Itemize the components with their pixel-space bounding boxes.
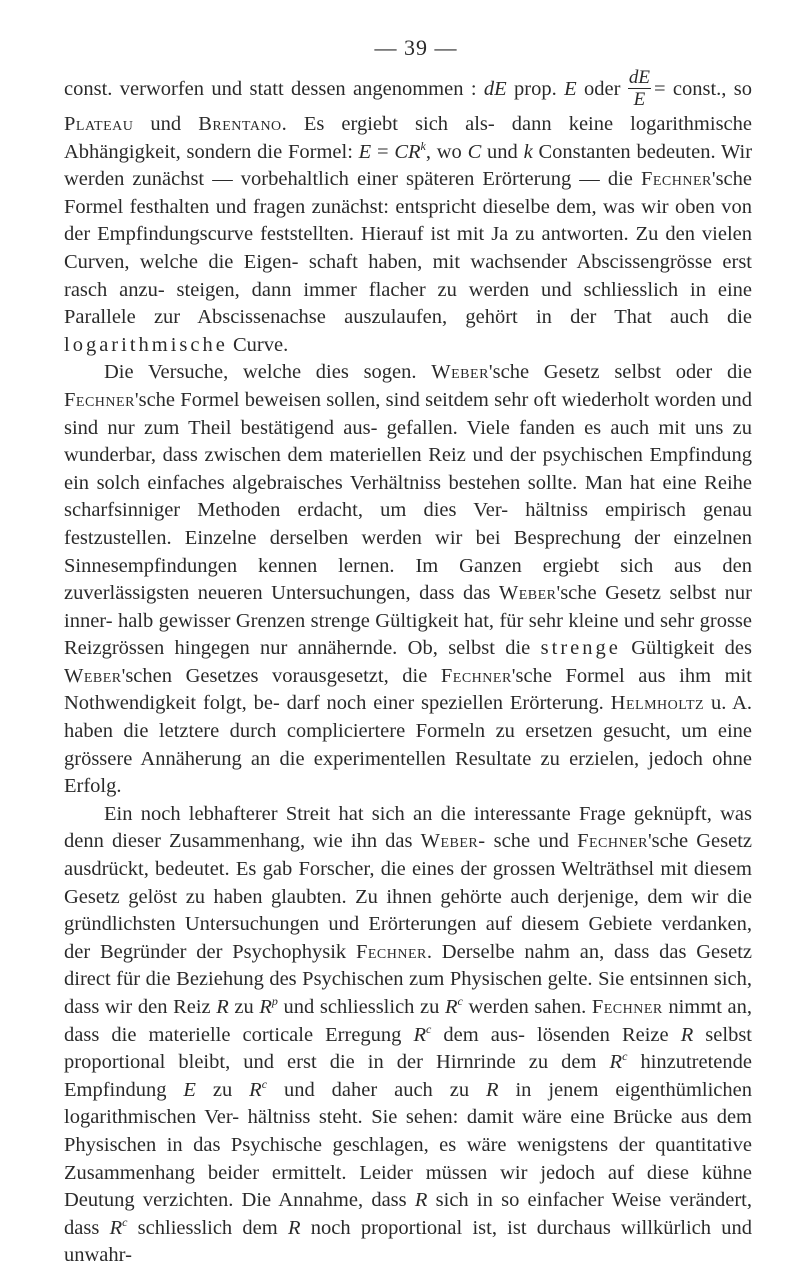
author-brentano: Brentano bbox=[198, 113, 282, 135]
body-text bbox=[64, 67, 753, 1270]
paragraph-3: Ein noch lebhafterer Streit hat sich an die interessante Frage geknüpft, was denn dieser Zusammenhang, wie ihn das Weber- sche und Fechner'sche Gesetz ausdrückt, bedeutet. Es gab Forscher, die eines der grossen Welträthsel mit diesem Gesetz gelöst zu haben glaubten. Zu ihnen gehörte auch derjenige, dem wir die gründlichsten Untersuchungen und Erörterungen auf diesem Gebiete verdanken, der Begründer der Psychophysik Fechner. Derselbe nahm an, dass das Gesetz direct für die Beziehung des Psychischen zum Physischen gelte. Sie entsinnen sich, dass wir den Reiz R zu $R^p$ und schliesslich zu $R^c$ werden sahen. Fechner nimmt an, dass die materielle corticale Erregung $R^c$ dem aus- lösenden Reize R selbst proportional bleibt, und erst die in der Hirnrinde zu dem $R^c$ hinzutretende Empfindung E zu $R^c$ und daher auch zu R in jenem eigenthümlichen logarithmischen Ver- hältniss steht. Sie sehen: damit wäre eine Brücke aus dem Physischen in das Psychische geschlagen, es wäre wenigstens der quantitative Zusammenhang beider ermittelt. Leider müssen wir jedoch auf diese kühne Deutung verzichten. Die Annahme, dass R sich in so einfacher Weise verändert, dass $R^c$ schliesslich dem R noch proportional ist, ist durchaus willkürlich und unwahr- bbox=[64, 802, 753, 1267]
emphasis-strenge: strenge bbox=[540, 637, 621, 660]
fraction-dE-over-E: $\frac{dE}{E}$ bbox=[628, 67, 650, 110]
author-helmholtz: Helmholtz bbox=[610, 692, 705, 715]
emphasis-logarithmische: logarithmische bbox=[64, 333, 228, 356]
author-fechner: Fechner bbox=[640, 168, 712, 191]
author-plateau: Plateau bbox=[64, 113, 134, 135]
page-number: — 39 — bbox=[374, 35, 458, 60]
paragraph-2: Die Versuche, welche dies sogen. Weber'sche Gesetz selbst oder die Fechner'sche Formel beweisen sollen, sind seitdem sehr oft wiederholt worden und sind nur zum Theil bestätigend aus- gefallen. Viele fanden es auch mit uns zu wunderbar, dass zwischen dem materiellen Reiz und der psychischen Empfindung ein solch einfaches algebraisches Verhältniss bestehen sollte. Man hat eine Reihe scharfsinniger Methoden erdacht, um dies Ver- hältniss empirisch genau festzustellen. Einzelne derselben werden wir bei Besprechung der einzelnen Sinnesempfindungen kennen lernen. Im Ganzen ergiebt sich aus den zuverlässigsten neueren Untersuchungen, dass das Weber'sche Gesetz selbst nur inner- halb gewisser Grenzen strenge Gültigkeit hat, für sehr kleine und sehr grosse Reizgrössen hingegen nur annähernde. Ob, selbst die strenge Gültigkeit des Weber'schen Gesetzes vorausgesetzt, die Fechner'sche Formel aus ihm mit Nothwendigkeit folgt, be- darf noch einer speziellen Erörterung. Helmholtz u. A. haben die letztere durch compliciertere Formeln zu ersetzen gesucht, um eine grössere Annäherung an die experimentellen Resultate zu erzielen, jedoch ohne Erfolg. bbox=[64, 361, 752, 798]
paragraph-1: const. verworfen und statt dessen angenommen : dE prop. E oder $\frac{dE}{E}$ = const., so Plateau und Brentano. Es ergiebt sich als- dann keine logarithmische Abhängigkeit, sondern die Formel: $E = CR^k$, wo C und k Constanten bedeuten. Wir werden zunächst — vorbehaltlich einer späteren Erörterung — die Fechner'sche Formel festhalten und fragen zunächst: entspricht dieselbe dem, was wir oben von der Empfindungscurve feststellten. Hierauf ist mit Ja zu antworten. Zu den vielen Curven, welche die Eigen- schaft haben, mit wachsender Abscissengrösse erst rasch anzu- steigen, dann immer flacher zu werden und schliesslich in eine Parallele zur Abscissenachse auszulaufen, gehört in der That auch die logarithmische Curve. bbox=[64, 67, 753, 356]
